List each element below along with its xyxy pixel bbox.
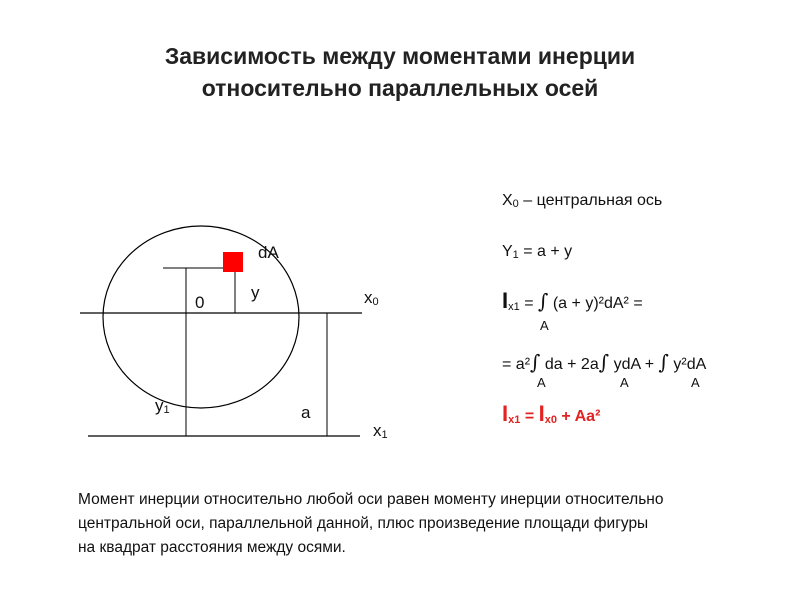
- theorem-line-2: центральной оси, параллельной данной, плюс произведение площади фигуры: [78, 515, 649, 532]
- formula-y1: [502, 243, 572, 261]
- label-origin: 0: [195, 293, 205, 312]
- f5-sub2: x0: [544, 414, 557, 426]
- theorem-line-3: на квадрат расстояния между осями.: [78, 539, 346, 556]
- f2-rest: = a + y: [518, 243, 573, 260]
- f4-limit-1: A: [537, 375, 546, 390]
- theorem-line-1: Момент инерции относительно любой оси равен моменту инерции относительно: [78, 491, 664, 508]
- label-x1-sub: 1: [381, 429, 388, 441]
- f1-sub: 0: [512, 198, 519, 210]
- f5-rest: + Aa²: [556, 408, 601, 425]
- f3-I: I: [502, 288, 509, 313]
- theorem-statement: [78, 488, 778, 560]
- label-y1-sub: 1: [163, 404, 170, 416]
- integral-sign: ∫: [537, 289, 549, 313]
- f2-main: Y: [502, 243, 513, 260]
- f3-eq: =: [519, 295, 538, 312]
- integral-sign: ∫: [658, 350, 669, 374]
- f4-mid1: da + 2a: [540, 356, 599, 373]
- f4-end: y²dA: [668, 356, 707, 373]
- integral-sign: ∫: [530, 350, 541, 374]
- f5-I1: I: [502, 401, 509, 426]
- f1-rest: – центральная ось: [518, 192, 663, 209]
- f3-rest: (a + y)²dA² =: [548, 295, 643, 312]
- f5-I2: I: [538, 401, 545, 426]
- label-dA: dA: [258, 243, 279, 262]
- f4-mid2: ydA +: [609, 356, 659, 373]
- f3-sub: x1: [508, 301, 520, 313]
- f4-start: = a²: [502, 356, 531, 373]
- label-y: y: [251, 283, 260, 302]
- f4-limit-2: A: [620, 375, 629, 390]
- label-x0: [364, 288, 379, 308]
- label-y1-main: y: [155, 396, 164, 415]
- f4-limit-3: A: [691, 375, 700, 390]
- formula-integral: [502, 288, 643, 314]
- formula-central-axis: [502, 192, 662, 210]
- f5-sub1: x1: [508, 414, 521, 426]
- integral-sign: ∫: [598, 350, 610, 374]
- area-element-dA: [223, 252, 243, 272]
- formula-result: [502, 401, 600, 427]
- label-y1: [155, 396, 170, 416]
- label-x0-main: x: [364, 288, 373, 307]
- label-x1-main: x: [373, 421, 382, 440]
- label-x1: [373, 421, 388, 441]
- label-a: a: [301, 403, 311, 422]
- f2-sub: 1: [512, 249, 519, 261]
- formula-expansion: [502, 350, 706, 374]
- label-x0-sub: 0: [372, 296, 379, 308]
- title-line-2: относительно параллельных осей: [201, 75, 599, 101]
- title-line-1: Зависимость между моментами инерции: [164, 43, 636, 69]
- f1-main: X: [502, 192, 513, 209]
- f5-eq: =: [520, 408, 539, 425]
- f3-limit: A: [540, 318, 549, 333]
